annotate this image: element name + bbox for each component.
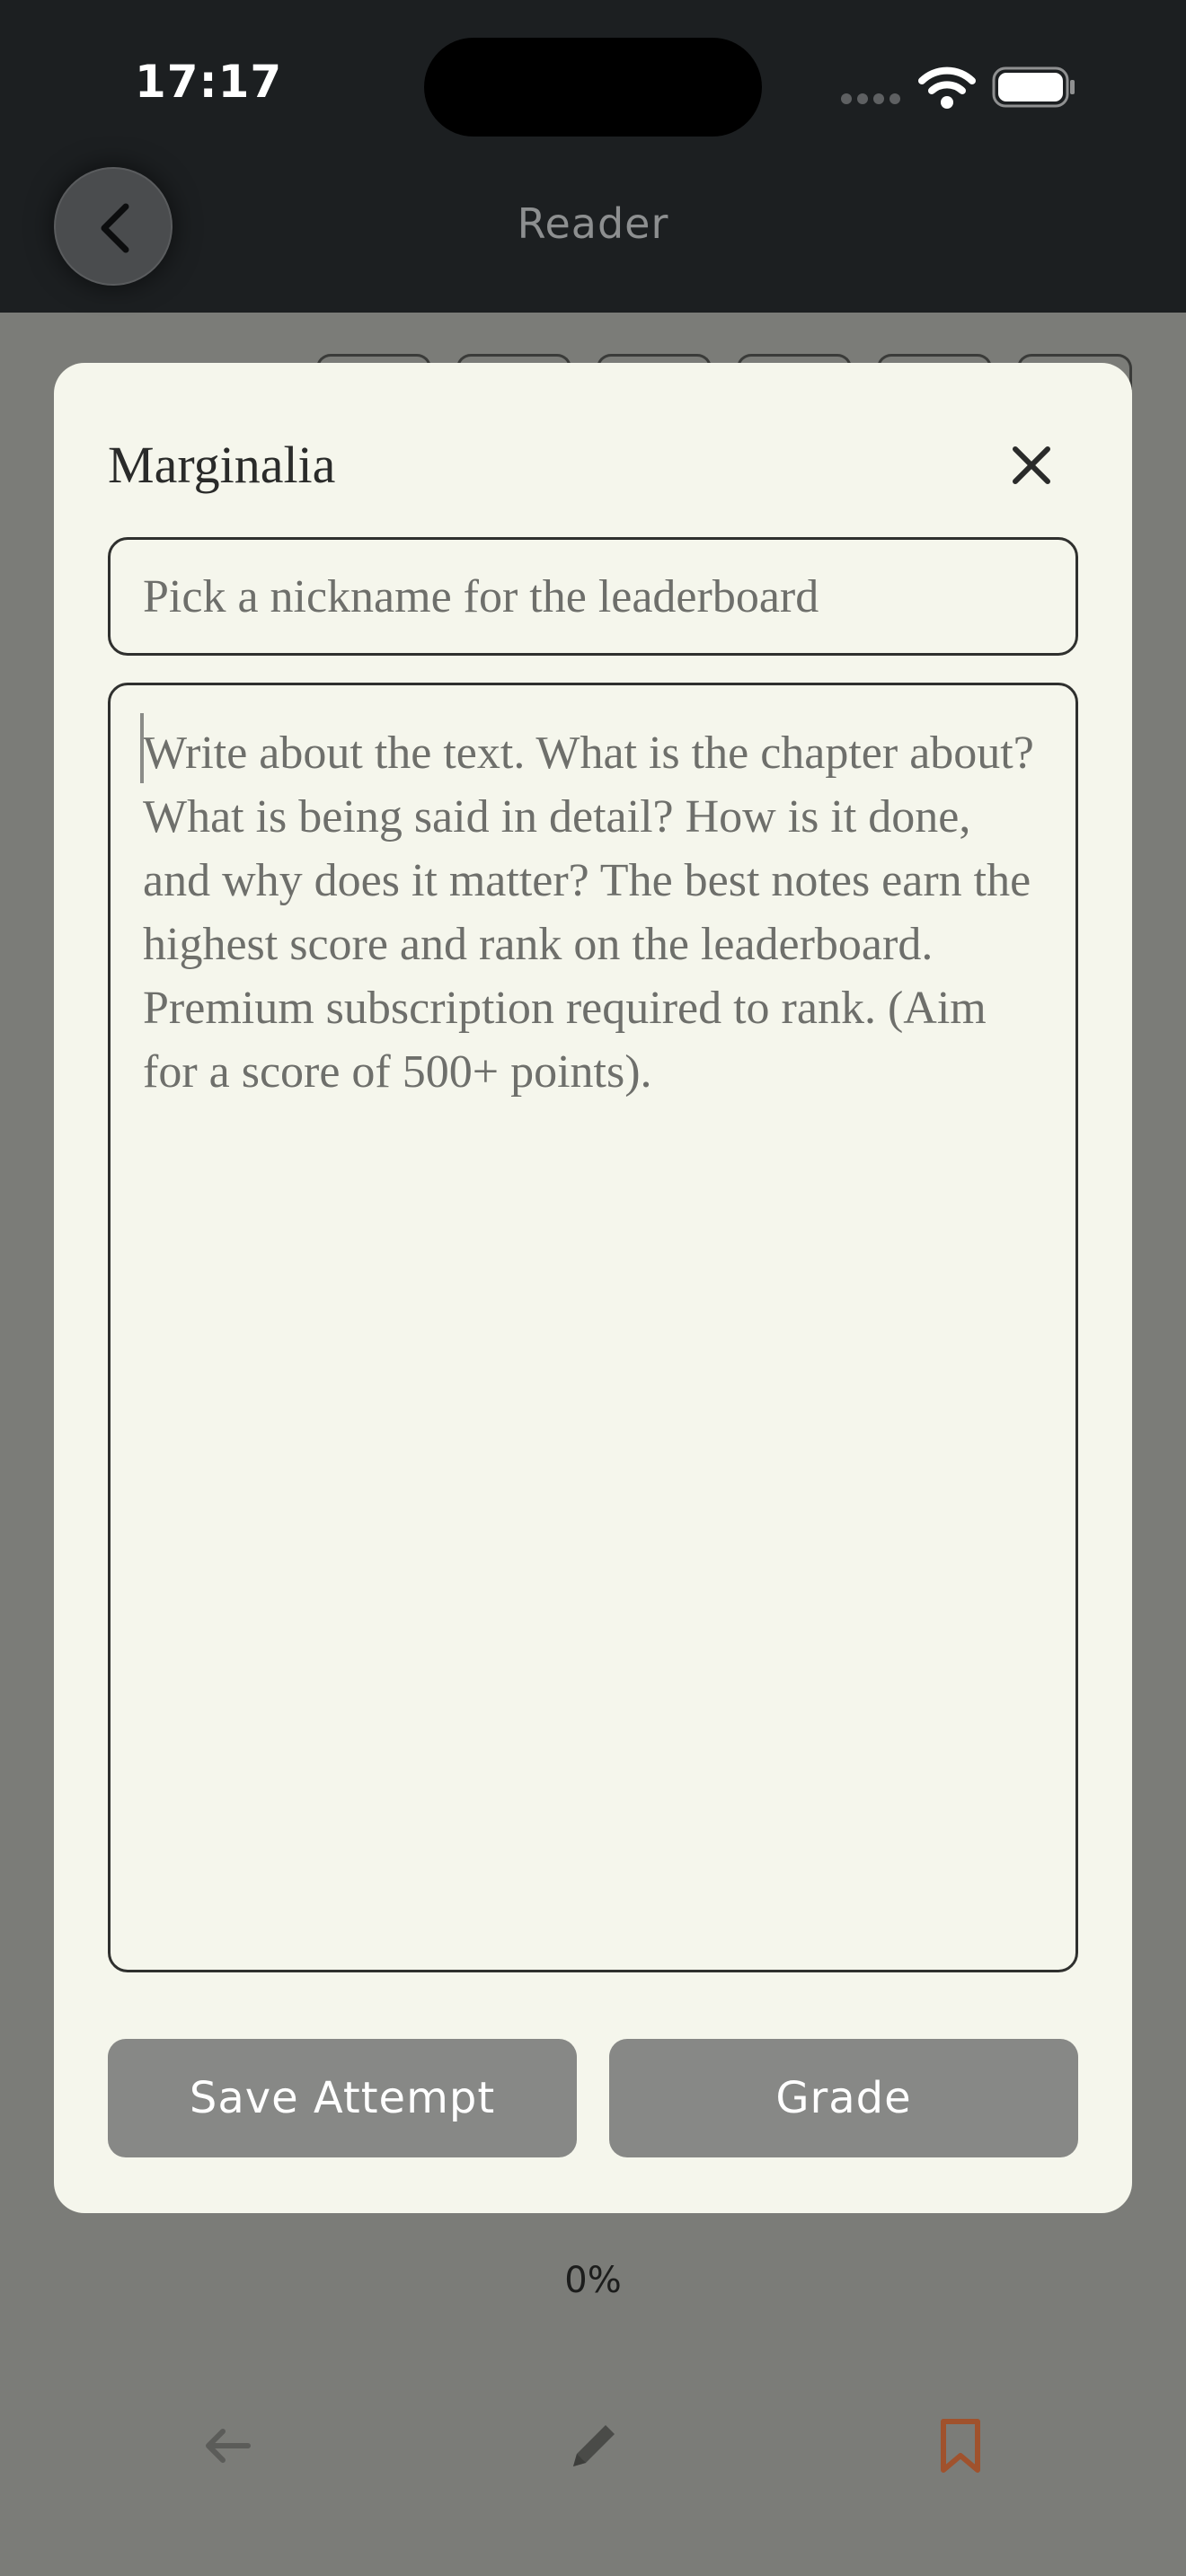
dynamic-island	[424, 38, 762, 137]
pencil-icon[interactable]	[562, 2414, 625, 2477]
back-button[interactable]	[54, 167, 173, 286]
chevron-left-icon	[92, 201, 138, 255]
text-cursor	[140, 713, 144, 783]
reading-progress: 0%	[564, 2260, 622, 2301]
save-attempt-button[interactable]: Save Attempt	[108, 2039, 577, 2157]
page-title: Reader	[517, 199, 669, 248]
cellular-signal-icon	[841, 93, 904, 106]
nickname-input[interactable]	[108, 537, 1078, 656]
marginalia-modal	[54, 363, 1132, 2213]
top-bar	[0, 0, 1186, 313]
notes-textarea[interactable]	[108, 683, 1078, 1972]
battery-icon	[992, 66, 1076, 108]
modal-title: Marginalia	[108, 436, 336, 494]
close-icon[interactable]	[1003, 437, 1060, 494]
status-time: 17:17	[135, 56, 283, 108]
wifi-icon	[918, 65, 976, 110]
grade-button[interactable]: Grade	[609, 2039, 1078, 2157]
bookmark-icon[interactable]	[929, 2414, 992, 2477]
arrow-left-icon[interactable]	[196, 2414, 259, 2477]
